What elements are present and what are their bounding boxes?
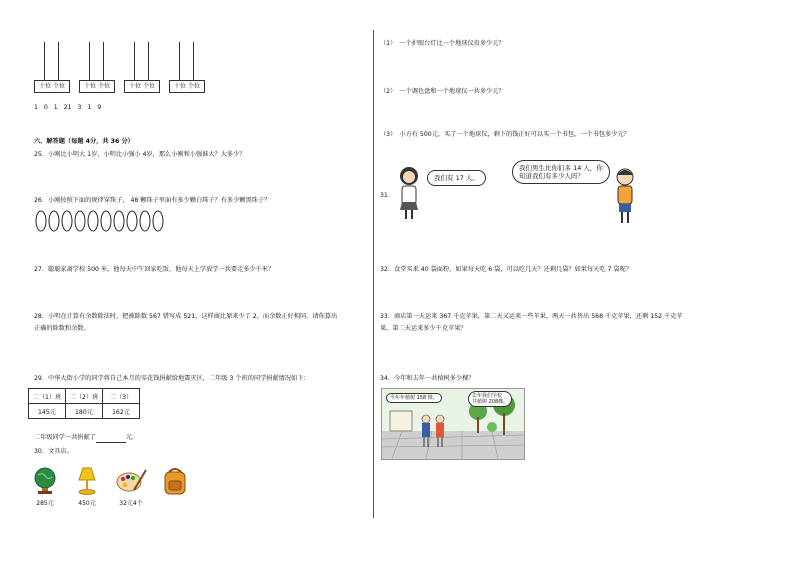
question-29-answer [34, 434, 138, 443]
question-28-line1: 28．小明在计算有余数除法时，把被除数 567 错写成 521，这样商比原来少了 2，而余数正好相同。请你算出 [34, 313, 338, 320]
question-33-line2: 果，第二天运来多少千克苹果？ [380, 325, 467, 332]
question-34: 34．今年和去年一共植树多少棵？ [380, 375, 475, 382]
abacus-label: 十位 个位 [124, 80, 160, 93]
abacus-digits: 1 0 1 21 3 1 9 [34, 104, 102, 111]
tree-planting-illustration [381, 388, 525, 460]
speech-bubble-last-year [468, 391, 512, 407]
answer-prefix: 二年级同学一共捐献了 [34, 434, 96, 441]
question-30-3: （3） 小方有 500元，买了一个地球仪，剩下的钱正好可以买一个书包，一个书包多少元？ [380, 131, 630, 138]
speech-bubble-girl: 我们有 17 人。 [427, 170, 486, 186]
backpack-icon [160, 466, 190, 496]
question-28-line2: 正确的除数和余数。 [34, 325, 90, 332]
abacus-label: 十位 个位 [34, 80, 70, 93]
bubble-line: 知道我们有多少人吗？ [519, 172, 584, 180]
price-label: 32元4个 [119, 500, 143, 507]
boy-figure [612, 166, 638, 226]
palette-item [114, 466, 148, 508]
globe-item [30, 466, 60, 508]
girl-figure [396, 164, 422, 222]
table-row [29, 389, 140, 404]
bead-string [34, 209, 174, 233]
table-header: 二（3） [103, 389, 140, 404]
backpack-item [160, 466, 190, 500]
column-divider [373, 30, 374, 518]
question-25: 25．小刚比小明大 1岁，小明比小强小 4岁，那么小刚和小强谁大？大多少？ [34, 151, 246, 158]
question-26: 26．小刚按照下面的规律穿珠子， 48 颗珠子里面有多少颗白珠子？有多少颗黑珠子？ [34, 197, 271, 204]
bubble-line: 共植树 208棵。 [472, 399, 509, 405]
question-33-line1: 33．商店第一天运来 367 千克苹果，第二天又运来一些苹果，两天一共售出 568 千克苹果，还剩 152 千克苹 [380, 313, 683, 320]
question-32: 32．食堂买来 40 袋面粉，如果每天吃 6 袋，可以吃几天？还剩几袋？如果每天吃 7 袋呢？ [380, 266, 632, 273]
question-30-2: （2） 一个调色盘和一个地球仪一共多少元？ [380, 88, 505, 95]
section-heading: 六、解答题（每题 4分，共 36 分） [34, 138, 134, 145]
question-30-1: （1） 一个护眼台灯比一个地球仪贵多少元？ [380, 40, 505, 47]
globe-icon [31, 466, 59, 496]
donation-table [28, 388, 140, 419]
question-29: 29．中华大街小学的同学将自己本月的零花钱捐献给地震灾区，二年级 3 个班的同学捐献情况如下： [34, 375, 310, 382]
lamp-icon [73, 466, 101, 496]
lamp-item [72, 466, 102, 508]
palette-icon [114, 466, 148, 496]
table-cell: 145元 [29, 404, 66, 419]
abacus [34, 42, 70, 94]
bubble-line: 去年我们学校 [472, 393, 503, 399]
table-cell: 180元 [66, 404, 103, 419]
table-cell: 162元 [103, 404, 140, 419]
abacus-label: 十位 个位 [79, 80, 115, 93]
price-label: 285元 [36, 500, 54, 507]
table-row [29, 404, 140, 419]
question-27: 27．聪聪家离学校 500 米，他每天中午回家吃饭，他每天上学放学一共要走多少千米？ [34, 266, 275, 273]
abacus [79, 42, 115, 94]
price-label: 450元 [78, 500, 96, 507]
abacus [169, 42, 205, 94]
table-header: 二（2）班 [66, 389, 103, 404]
speech-bubble-this-year: 今年年植树 158 棵。 [386, 393, 442, 403]
question-31-number: 31． [380, 192, 395, 199]
answer-suffix: 元． [125, 434, 139, 441]
table-header: 二（1）班 [29, 389, 66, 404]
speech-bubble-boy [512, 160, 610, 184]
abacus [124, 42, 160, 94]
abacus-label: 十位 个位 [169, 80, 205, 93]
question-30: 30．文具店。 [34, 448, 73, 455]
answer-blank[interactable] [96, 434, 126, 443]
bubble-line: 我们男生比你们多 14 人，你 [519, 164, 603, 172]
